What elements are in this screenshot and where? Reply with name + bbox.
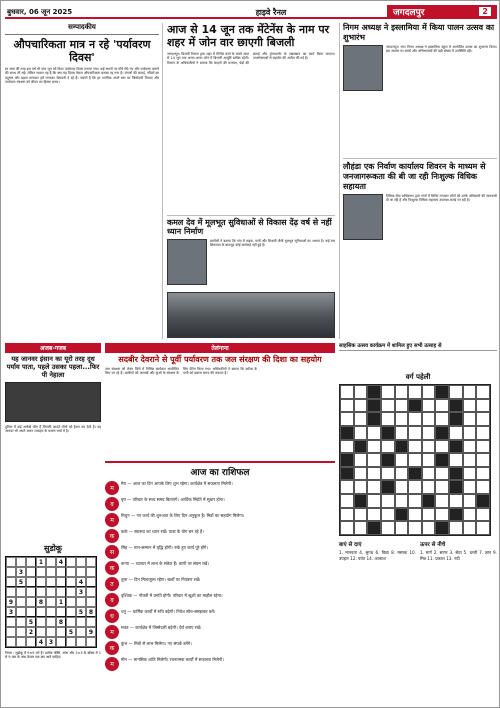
odd-news-body: दुनिया में कई अनोखे जीव हैं जिनकी आदतें लोगों को हैरान कर देती हैं। यह जानवर भी अपने अलग व्यवहार के कारण चर्चा में है।	[5, 425, 101, 434]
crossword-cell	[435, 440, 449, 454]
crossword-cell	[476, 508, 490, 522]
sudoku-cell: 8	[56, 617, 66, 627]
horoscope-entry	[105, 577, 335, 591]
sudoku-cell	[16, 637, 26, 647]
odd-news-headline: यह जानवर इंसान का यूरो तरह दूध पर्याय पाता, पहले उसका पहला...फिर पी नेहाला	[6, 355, 100, 379]
sudoku-cell: 9	[6, 597, 16, 607]
lead-headline: आज से 14 जून तक मेंटेनेंस के नाम पर शहर में जोन वार छाएगी बिजली	[167, 23, 330, 49]
sudoku-cell	[36, 627, 46, 637]
horoscope-text: वृश्चिक — नौकरी में प्रगति होगी। परिवार में खुशी का माहौल रहेगा।	[121, 593, 223, 598]
page-number: 2	[479, 7, 491, 16]
horoscope-text: मेष — आज का दिन आपके लिए शुभ रहेगा। कार्यक्षेत्र में सफलता मिलेगी।	[121, 481, 233, 486]
crossword-cell	[381, 385, 395, 399]
sudoku-cell: 1	[56, 597, 66, 607]
sudoku-cell	[56, 567, 66, 577]
odd-news-kicker: अजब-गजब	[5, 343, 101, 353]
crossword-cell	[340, 426, 354, 440]
crossword-cell	[381, 521, 395, 535]
crossword-cell	[381, 440, 395, 454]
crossword-cell	[354, 521, 368, 535]
crossword-cell	[354, 426, 368, 440]
sudoku-cell	[36, 587, 46, 597]
sudoku-cell	[46, 587, 56, 597]
crossword-cell	[422, 412, 436, 426]
crossword-cell	[340, 467, 354, 481]
crossword-cell	[476, 426, 490, 440]
crossword-cell	[476, 521, 490, 535]
sudoku-cell	[76, 627, 86, 637]
crossword-cell	[354, 453, 368, 467]
crossword-cell	[449, 412, 463, 426]
sudoku-cell	[76, 557, 86, 567]
horoscope-text: सिंह — मान-सम्मान में वृद्धि होगी। रुके हुए कार्य पूरे होंगे।	[121, 545, 208, 550]
crossword-cell	[354, 385, 368, 399]
zodiac-sign-icon: क	[105, 529, 119, 543]
sudoku-cell	[86, 557, 96, 567]
crossword-cell	[463, 494, 477, 508]
horoscope-text: कुंभ — मित्रों से लाभ मिलेगा। नए संपर्क बनेंगे।	[121, 641, 192, 646]
crossword-cell	[435, 453, 449, 467]
sudoku-cell	[6, 577, 16, 587]
crossword-cell	[395, 453, 409, 467]
issue-date: बुधवार, 06 जून 2025	[7, 8, 73, 16]
sudoku-title: सुडोकू	[44, 544, 62, 553]
sudoku-cell	[26, 607, 36, 617]
horoscope-text: धनु — धार्मिक कार्यों में रुचि बढ़ेगी। निवेश सोच-समझकर करें।	[121, 609, 216, 614]
sudoku-cell: 1	[36, 557, 46, 567]
zodiac-sign-icon: म	[105, 513, 119, 527]
crossword-cell	[408, 412, 422, 426]
sudoku-cell	[16, 587, 26, 597]
horoscope-entry	[105, 513, 335, 527]
zodiac-sign-icon: म	[105, 625, 119, 639]
sudoku-cell	[26, 587, 36, 597]
zodiac-sign-icon: ध	[105, 609, 119, 623]
crossword-cell	[395, 385, 409, 399]
crossword-cell	[367, 480, 381, 494]
sudoku-cell	[66, 587, 76, 597]
zodiac-sign-icon: म	[105, 657, 119, 671]
right-headline-1: निगम अध्यक्ष ने इस्लामिया में किया पालन उत्सव का शुभारंभ	[343, 23, 495, 42]
crossword-cell	[463, 521, 477, 535]
editorial-kicker: सम्पादकीय	[5, 23, 159, 35]
sudoku-cell	[66, 617, 76, 627]
sudoku-cell	[36, 577, 46, 587]
crossword-cell	[354, 399, 368, 413]
crossword-cell	[381, 426, 395, 440]
sudoku-cell: 5	[26, 617, 36, 627]
paper-name: हाइवे रैनल	[255, 8, 287, 17]
crossword-cell	[381, 508, 395, 522]
crossword-cell	[476, 467, 490, 481]
sudoku-cell	[36, 607, 46, 617]
horoscope-entry	[105, 545, 335, 559]
sudoku-cell	[86, 567, 96, 577]
sudoku-cell	[26, 597, 36, 607]
sudoku-cell	[56, 637, 66, 647]
right-headline-2: लौहंडा एक निर्वाण कार्यालय शिवरन के माध्यम से जनजागरूकता की बी जा रही निःशुल्क विधिक सहायता	[343, 162, 486, 191]
masthead	[5, 5, 497, 19]
crossword-cell	[449, 494, 463, 508]
sudoku-cell: 3	[16, 567, 26, 577]
crossword-cell	[340, 480, 354, 494]
crossword-cell	[408, 385, 422, 399]
down-list: 1. मार्ग 2. सागर 3. सेवा 5. धरती 7. ज्ञान 9. मित्र 11. प्रकाश 13. नदी	[420, 550, 497, 561]
sudoku-cell: 4	[56, 557, 66, 567]
crossword-cell	[367, 467, 381, 481]
crossword-cell	[463, 412, 477, 426]
crossword-cell	[367, 440, 381, 454]
crossword-cell	[422, 440, 436, 454]
crossword-cell	[476, 480, 490, 494]
sudoku-cell: 5	[16, 577, 26, 587]
sudoku-cell	[36, 567, 46, 577]
center-kicker: तेलंगाना	[105, 343, 335, 353]
sudoku-cell	[76, 597, 86, 607]
crossword-cell	[367, 426, 381, 440]
sudoku-cell	[46, 617, 56, 627]
crossword-cell	[422, 521, 436, 535]
crossword-cell	[463, 426, 477, 440]
crossword-cell	[381, 453, 395, 467]
sudoku-cell	[56, 587, 66, 597]
crossword-cell	[435, 412, 449, 426]
crossword-cell	[395, 508, 409, 522]
sudoku-cell	[26, 557, 36, 567]
city-banner	[387, 5, 497, 17]
crossword-cell	[381, 467, 395, 481]
crossword-cell	[449, 399, 463, 413]
crossword-cell	[449, 453, 463, 467]
crossword-cell	[354, 494, 368, 508]
across-list: 1. मानवता 4. सुगंध 6. विद्या 8. मस्तक 10. उपहार 12. पर्वत 14. आकाश	[339, 550, 416, 561]
crossword-cell	[340, 508, 354, 522]
crossword-cell	[476, 440, 490, 454]
sudoku-cell	[16, 607, 26, 617]
sudoku-cell: 3	[6, 607, 16, 617]
crossword-cell	[367, 412, 381, 426]
down-clues	[420, 540, 497, 670]
zodiac-sign-icon: त	[105, 577, 119, 591]
right-body-1: जगदलपुर। नगर निगम अध्यक्ष ने इस्लामिया स्कूल में आयोजित उत्सव का शुभारंभ किया। इस अवसर पर बच्चों और अभिभावकों की बड़ी संख्या में उपस्थिति रही।	[386, 45, 497, 54]
crossword-cell	[367, 494, 381, 508]
sudoku-cell	[46, 627, 56, 637]
crossword-cell	[435, 508, 449, 522]
reporter-photo	[167, 239, 207, 285]
crossword-grid	[339, 384, 491, 536]
crossword-cell	[340, 494, 354, 508]
crossword-cell	[367, 385, 381, 399]
horoscope-entry	[105, 481, 335, 495]
lead-story	[167, 23, 335, 213]
animal-photo	[5, 382, 101, 422]
crossword-title: वर्ग पहेली	[405, 373, 431, 381]
horoscope-entry	[105, 561, 335, 575]
crossword-cell	[381, 412, 395, 426]
sudoku-cell: 3	[76, 587, 86, 597]
crossword-cell	[463, 508, 477, 522]
sudoku-cell	[16, 597, 26, 607]
horoscope	[105, 461, 335, 705]
horoscope-text: तुला — दिन मिलाजुला रहेगा। खर्चों पर नियंत्रण रखें।	[121, 577, 201, 582]
crossword-cell	[449, 426, 463, 440]
sudoku-cell	[56, 607, 66, 617]
crossword-cell	[354, 412, 368, 426]
crossword-cell	[395, 412, 409, 426]
crossword-cell	[449, 508, 463, 522]
crossword-cell	[463, 440, 477, 454]
horoscope-entry	[105, 609, 335, 623]
second-story-headline: कमल देव में मूलभूत सुविधाओं से विकास देंढ़ वर्ष से नहीं ध्यान निर्माण	[167, 218, 332, 236]
sudoku-cell: 2	[26, 627, 36, 637]
sudoku-cell	[86, 597, 96, 607]
lead-body: जगदलपुर। बिजली विभाग द्वारा शहर में मेंटेनेंस कार्य के चलते आज से 14 जून तक अलग-अलग जोन में बिजली आपूर्ति बाधित रहेगी। विभाग के अधिकारियों ने बताया कि लाइनों की मरम्मत, पेड़ों की छंटाई और ट्रांसफार्मर के रखरखाव का कार्य किया जाएगा। उपभोक्ताओं से सहयोग की अपील की गई है।	[167, 52, 335, 65]
crossword-cell	[435, 426, 449, 440]
sudoku-cell	[16, 617, 26, 627]
sudoku-cell	[56, 577, 66, 587]
crossword-cell	[381, 399, 395, 413]
camp-photo	[343, 194, 383, 240]
sudoku-cell: 9	[86, 627, 96, 637]
crossword-cell	[340, 521, 354, 535]
horoscope-text: कन्या — व्यापार में लाभ के संकेत हैं। वाणी पर संयम रखें।	[121, 561, 209, 566]
crossword-cell	[463, 385, 477, 399]
sudoku-cell: 5	[76, 607, 86, 617]
zodiac-sign-icon: क	[105, 641, 119, 655]
crossword-cell	[367, 521, 381, 535]
crossword-cell	[408, 453, 422, 467]
crossword-cell	[340, 399, 354, 413]
sudoku-cell	[6, 557, 16, 567]
sudoku-cell	[66, 607, 76, 617]
crossword-cell	[395, 399, 409, 413]
crossword-cell	[463, 453, 477, 467]
event-strip-headline: साहसिक उत्सव कार्यक्रम में शामिल हुए सभी उत्साह से	[339, 343, 497, 351]
sudoku-cell	[6, 587, 16, 597]
crossword-cell	[408, 399, 422, 413]
zodiac-sign-icon: म	[105, 481, 119, 495]
crossword-cell	[395, 426, 409, 440]
crossword-cell	[449, 440, 463, 454]
sudoku-cell	[86, 637, 96, 647]
center-body: जल संरक्षण को लेकर जिले में विभिन्न कार्यक्रम आयोजित किए जा रहे हैं। ग्रामीणों को तालाबों और कुओं के संरक्षण के लिए प्रेरित किया गया। अधिकारियों ने बताया कि बारिश के पानी को बचाना समय की जरूरत है।	[105, 367, 257, 376]
right-body-2: विधिक सेवा प्राधिकरण द्वारा गांवों में शिविर लगाकर लोगों को उनके अधिकारों की जानकारी दी जा रही है और निःशुल्क विधिक सहायता उपलब्ध कराई जा रही है।	[386, 194, 497, 203]
horoscope-text: कर्क — स्वास्थ्य का ध्यान रखें। यात्रा के योग बन रहे हैं।	[121, 529, 204, 534]
crossword-cell	[449, 385, 463, 399]
sudoku-cell	[76, 637, 86, 647]
crossword-cell	[449, 521, 463, 535]
crossword-cell	[435, 494, 449, 508]
zodiac-sign-icon: क	[105, 561, 119, 575]
crossword-cell	[395, 521, 409, 535]
sudoku-cell: 5	[66, 627, 76, 637]
crossword-cell	[422, 480, 436, 494]
crossword-cell	[354, 440, 368, 454]
across-title: बाएं से दाएं	[339, 542, 362, 548]
crossword-cell	[422, 494, 436, 508]
editorial-body: हर साल की तरह इस वर्ष भी पांच जून को विश्व पर्यावरण दिवस मनाया गया। कई स्थानों पर पौधे रोपे गए और पर्यावरण बचाने की शपथ ली गई। लेकिन सवाल यह है कि क्या यह दिवस केवल औपचारिकता बनकर रह गया है। जंगलों की कटाई, नदियों का प्रदूषण और बढ़ता तापमान हमें लगातार चेतावनी दे रहे हैं। जरूरी है कि हर नागरिक अपने स्तर पर जिम्मेदारी निभाए और पर्यावरण संरक्षण को जीवन का हिस्सा बनाए।	[5, 67, 159, 84]
sudoku-cell	[46, 607, 56, 617]
crossword-cell	[408, 440, 422, 454]
sudoku-cell	[6, 637, 16, 647]
sudoku-cell	[86, 577, 96, 587]
crossword-cell	[476, 412, 490, 426]
city-name: जगदलपुर	[393, 7, 425, 18]
horoscope-entry	[105, 497, 335, 511]
editorial-column	[5, 23, 163, 339]
crossword-cell	[354, 508, 368, 522]
across-clues	[339, 540, 416, 670]
center-headline: सदबीर देवराने से पूर्वी पर्यावरण तक जल संरक्षण की दिशा का सहयोग	[118, 355, 322, 364]
crossword-cell	[449, 467, 463, 481]
sudoku-cell	[26, 577, 36, 587]
event-photo	[343, 45, 383, 91]
crossword-cell	[381, 480, 395, 494]
crossword-cell	[340, 412, 354, 426]
crossword-cell	[408, 467, 422, 481]
horoscope-entry	[105, 593, 335, 607]
crossword-cell	[422, 453, 436, 467]
horoscope-entry	[105, 529, 335, 543]
crossword-cell	[422, 426, 436, 440]
crossword-cell	[422, 508, 436, 522]
sudoku-grid	[5, 556, 97, 648]
sudoku-cell	[66, 637, 76, 647]
crossword	[339, 373, 497, 705]
crossword-cell	[408, 494, 422, 508]
horoscope-text: वृष — परिवार के साथ समय बिताएंगे। आर्थिक स्थिति में सुधार होगा।	[121, 497, 225, 502]
crossword-cell	[476, 399, 490, 413]
crossword-cell	[476, 494, 490, 508]
crossword-cell	[408, 508, 422, 522]
crossword-cell	[354, 467, 368, 481]
second-story-body: ग्रामीणों ने बताया कि गांव में सड़क, पानी और बिजली जैसी मूलभूत सुविधाओं का अभाव है। कई बार शिकायत के बावजूद कोई कार्रवाई नहीं हुई है।	[210, 239, 335, 248]
sudoku-cell	[66, 597, 76, 607]
sudoku-cell	[56, 627, 66, 637]
zodiac-sign-icon: स	[105, 545, 119, 559]
crossword-cell	[381, 494, 395, 508]
sudoku-cell	[66, 557, 76, 567]
crossword-cell	[408, 426, 422, 440]
crossword-cell	[435, 467, 449, 481]
crossword-cell	[408, 521, 422, 535]
horoscope-entry	[105, 641, 335, 655]
sudoku	[5, 543, 101, 705]
sudoku-cell	[76, 567, 86, 577]
crossword-cell	[367, 399, 381, 413]
sudoku-cell	[36, 617, 46, 627]
sudoku-cell	[46, 567, 56, 577]
crossword-cell	[340, 385, 354, 399]
horoscope-text: मीन — मानसिक शांति मिलेगी। रचनात्मक कार्यों में सफलता मिलेगी।	[121, 657, 224, 662]
horoscope-entry	[105, 625, 335, 639]
sudoku-cell	[6, 627, 16, 637]
crossword-cell	[463, 399, 477, 413]
crossword-cell	[408, 480, 422, 494]
sudoku-cell: 8	[36, 597, 46, 607]
odd-news-box	[5, 343, 101, 541]
sudoku-cell: 4	[36, 637, 46, 647]
crossword-cell	[340, 453, 354, 467]
crossword-cell	[367, 508, 381, 522]
crossword-cell	[476, 385, 490, 399]
sudoku-cell	[46, 577, 56, 587]
crossword-cell	[463, 480, 477, 494]
down-title: ऊपर से नीचे	[420, 542, 446, 548]
crowd-photo	[167, 292, 335, 338]
zodiac-sign-icon: व	[105, 497, 119, 511]
sudoku-cell	[66, 577, 76, 587]
horoscope-text: मिथुन — नए कार्य की शुरुआत के लिए दिन अनुकूल है। मित्रों का सहयोग मिलेगा।	[121, 513, 245, 518]
crossword-cell	[395, 440, 409, 454]
crossword-cell	[395, 494, 409, 508]
center-story	[105, 343, 335, 457]
event-strip	[339, 343, 497, 371]
crossword-cell	[449, 480, 463, 494]
sudoku-cell	[6, 617, 16, 627]
sudoku-cell	[16, 627, 26, 637]
horoscope-title: आज का राशिफल	[190, 468, 250, 478]
crossword-cell	[476, 453, 490, 467]
sudoku-cell	[66, 567, 76, 577]
crossword-cell	[463, 467, 477, 481]
sudoku-cell	[76, 617, 86, 627]
sudoku-cell	[86, 617, 96, 627]
crossword-cell	[435, 385, 449, 399]
sudoku-cell	[26, 637, 36, 647]
sudoku-cell	[16, 557, 26, 567]
editorial-title: औपचारिकता मात्र न रहे 'पर्यावरण दिवस'	[13, 38, 151, 64]
zodiac-sign-icon: व	[105, 593, 119, 607]
sudoku-cell	[86, 587, 96, 597]
crossword-cell	[435, 480, 449, 494]
sudoku-cell: 8	[86, 607, 96, 617]
sudoku-cell	[6, 567, 16, 577]
crossword-cell	[422, 385, 436, 399]
crossword-cell	[367, 453, 381, 467]
horoscope-entry	[105, 657, 335, 671]
sudoku-rules: नियम : सुडोकू में 9×9 वर्ग हैं। प्रत्येक पंक्ति, स्तंभ और 3×3 के बॉक्स में 1 से 9 तक के अंक केवल एक बार आने चाहिए।	[5, 651, 101, 660]
horoscope-text: मकर — कार्यक्षेत्र में जिम्मेदारी बढ़ेगी। धैर्य बनाए रखें।	[121, 625, 202, 630]
crossword-cell	[435, 521, 449, 535]
crossword-cell	[340, 440, 354, 454]
crossword-cell	[354, 480, 368, 494]
sudoku-cell: 3	[46, 637, 56, 647]
sudoku-cell	[46, 557, 56, 567]
right-column	[339, 23, 497, 339]
sudoku-cell	[26, 567, 36, 577]
second-story	[167, 215, 335, 339]
crossword-cell	[422, 399, 436, 413]
crossword-cell	[395, 467, 409, 481]
crossword-cell	[435, 399, 449, 413]
crossword-cell	[395, 480, 409, 494]
sudoku-cell	[46, 597, 56, 607]
sudoku-cell: 4	[76, 577, 86, 587]
crossword-cell	[422, 467, 436, 481]
